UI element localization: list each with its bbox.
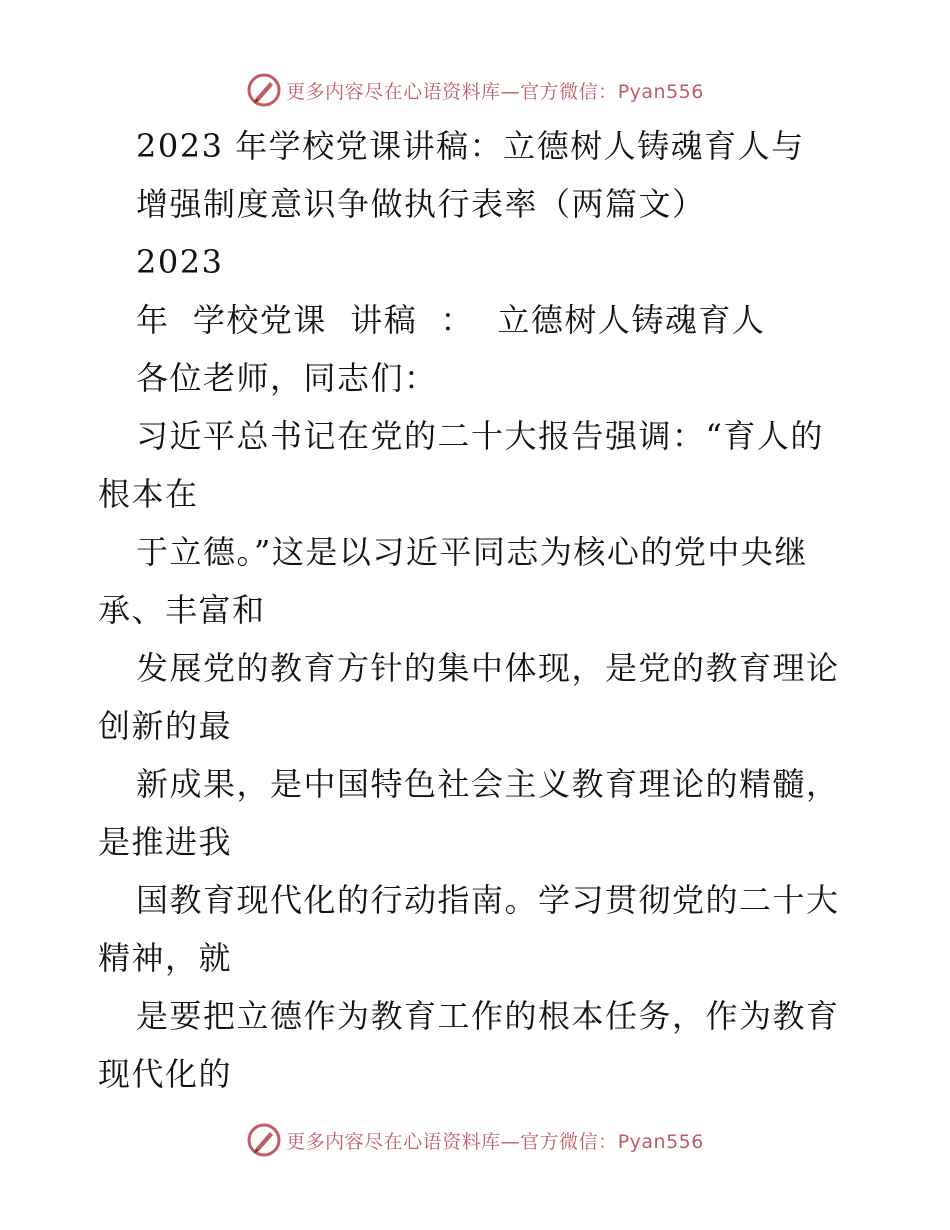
document-subtitle: 年 学校党课 讲稿 ： 立德树人铸魂育人	[136, 301, 766, 339]
watermark-dash: —	[500, 1130, 521, 1153]
paragraph-line: 是推进我	[98, 823, 233, 861]
watermark-wechat-id: Pyan556	[617, 80, 704, 103]
footer-watermark	[0, 1120, 950, 1160]
paragraph-line: 现代化的	[98, 1055, 233, 1093]
document-title-line-1: 2023 年学校党课讲稿：立德树人铸魂育人与	[136, 127, 805, 165]
paragraph-line: 精神，就	[98, 939, 233, 977]
paragraph-line: 创新的最	[98, 707, 233, 745]
pen-circle-logo-icon	[246, 1122, 282, 1158]
paragraph-line: 是要把立德作为教育工作的根本任务，作为教育	[136, 997, 840, 1035]
watermark-text	[286, 1127, 704, 1154]
document-subtitle-year: 2023	[136, 243, 224, 281]
watermark-text	[286, 77, 704, 104]
watermark-dash: —	[500, 80, 521, 103]
paragraph-line: 于立德。”这是以习近平同志为核心的党中央继	[136, 533, 808, 571]
paragraph-line: 国教育现代化的行动指南。学习贯彻党的二十大	[136, 881, 840, 919]
paragraph-line: 习近平总书记在党的二十大报告强调：“育人的	[136, 417, 824, 455]
pen-circle-logo-icon	[246, 72, 282, 108]
watermark-wechat-label: 官方微信：	[520, 80, 618, 103]
paragraph-line: 新成果，是中国特色社会主义教育理论的精髓，	[136, 765, 840, 803]
document-greeting: 各位老师，同志们：	[136, 359, 438, 397]
watermark-wechat-id: Pyan556	[617, 1130, 704, 1153]
paragraph-line: 承、丰富和	[98, 591, 266, 629]
watermark-site-text: 更多内容尽在心语资料库	[286, 80, 501, 103]
header-watermark	[0, 70, 950, 110]
watermark-site-text: 更多内容尽在心语资料库	[286, 1130, 501, 1153]
watermark-wechat-label: 官方微信：	[520, 1130, 618, 1153]
paragraph-line: 发展党的教育方针的集中体现，是党的教育理论	[136, 649, 840, 687]
paragraph-line: 根本在	[98, 475, 199, 513]
document-title-line-2: 增强制度意识争做执行表率（两篇文）	[136, 185, 706, 223]
